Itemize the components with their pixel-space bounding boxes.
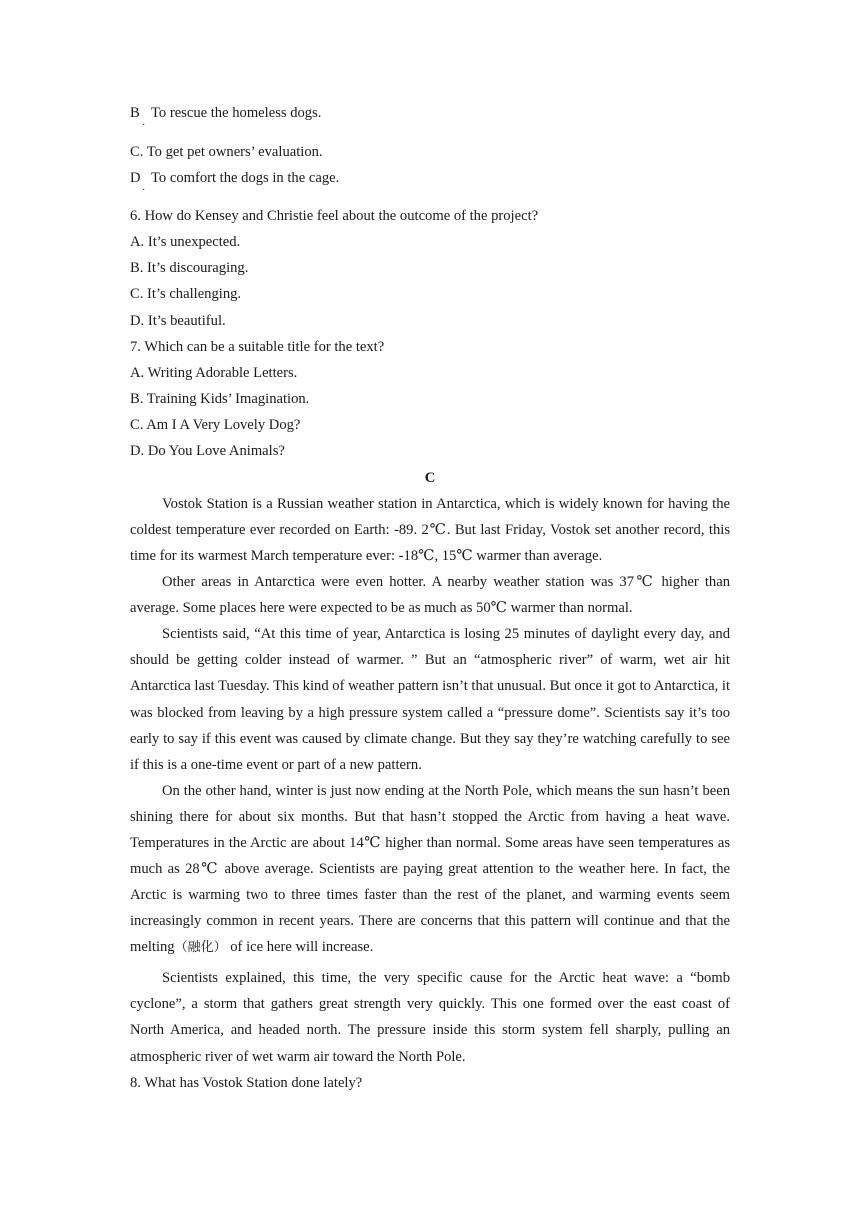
- paragraph-text: On the other hand, winter is just now ending at the North Pole, which means the sun hasn’t been shining there for about six months. But that hasn’t stopped the Arctic from having a heat wave. Temperatures in the Arctic are about 14℃ higher than normal. Some areas have seen temperatures as much as 28℃ above average. Scientists are paying great attention to the weather here. In fact, the Arctic is warming two to three times faster than the rest of the planet, and warming events seem increasingly common in recent years. There are concerns that this pattern will continue and that the melting: [130, 783, 730, 955]
- q7-question: 7. Which can be a suitable title for the text?: [130, 339, 385, 355]
- q5-option-d: [130, 168, 340, 196]
- option-text: To comfort the dogs in the cage.: [151, 170, 340, 186]
- q8-question: 8. What has Vostok Station done lately?: [130, 1075, 363, 1091]
- paragraph-text-end: of ice here will increase.: [226, 939, 374, 955]
- q6-option-a: A. It’s unexpected.: [130, 234, 241, 250]
- option-letter: D: [130, 170, 141, 186]
- q5-option-b: [130, 103, 322, 131]
- chinese-gloss: （融化）: [174, 940, 227, 955]
- passage-paragraph-4: [130, 778, 730, 961]
- q6-option-c: C. It’s challenging.: [130, 286, 242, 302]
- passage-paragraph-2: Other areas in Antarctica were even hotter. A nearby weather station was 37℃ higher than average. Some places here were expected to be as much as 50℃ warmer than normal.: [130, 574, 730, 617]
- q6-option-b: B. It’s discouraging.: [130, 260, 249, 276]
- dot-mark: ·: [142, 120, 146, 131]
- q7-option-b: B. Training Kids’ Imagination.: [130, 391, 310, 407]
- q7-option-a: A. Writing Adorable Letters.: [130, 365, 298, 381]
- q7-option-d: D. Do You Love Animals?: [130, 443, 285, 459]
- q6-question: 6. How do Kensey and Christie feel about the outcome of the project?: [130, 208, 539, 224]
- passage-paragraph-3: Scientists said, “At this time of year, Antarctica is losing 25 minutes of daylight every day, and should be getting colder instead of warmer. ” But an “atmospheric river” of warm, wet air hit Antarctica last Tuesday. This kind of weather pattern isn’t that unusual. But once it got to Antarctica, it was blocked from leaving by a high pressure system called a “pressure dome”. Scientists say it’s too early to say if this event was caused by climate change. But they say they’re watching carefully to see if this is a one-time event or part of a new pattern.: [130, 626, 730, 774]
- option-text: To rescue the homeless dogs.: [151, 105, 322, 121]
- q7-option-c: C. Am I A Very Lovely Dog?: [130, 417, 301, 433]
- section-heading: C: [424, 470, 436, 486]
- passage-paragraph-5: Scientists explained, this time, the very specific cause for the Arctic heat wave: a “bomb cyclone”, a storm that gathers great strength very quickly. This one formed over the east coast of North America, and headed north. The pressure inside this storm system fell sharply, pulling an atmospheric river of wet warm air toward the North Pole.: [130, 970, 730, 1065]
- dot-mark: ·: [142, 185, 146, 196]
- q5-option-c: C. To get pet owners’ evaluation.: [130, 144, 323, 160]
- option-letter: B: [130, 105, 140, 121]
- passage-paragraph-1: Vostok Station is a Russian weather station in Antarctica, which is widely known for having the coldest temperature ever recorded on Earth: -89. 2℃. But last Friday, Vostok set another record, this time for its warmest March temperature ever: -18℃, 15℃ warmer than average.: [130, 496, 730, 565]
- q6-option-d: D. It’s beautiful.: [130, 313, 226, 329]
